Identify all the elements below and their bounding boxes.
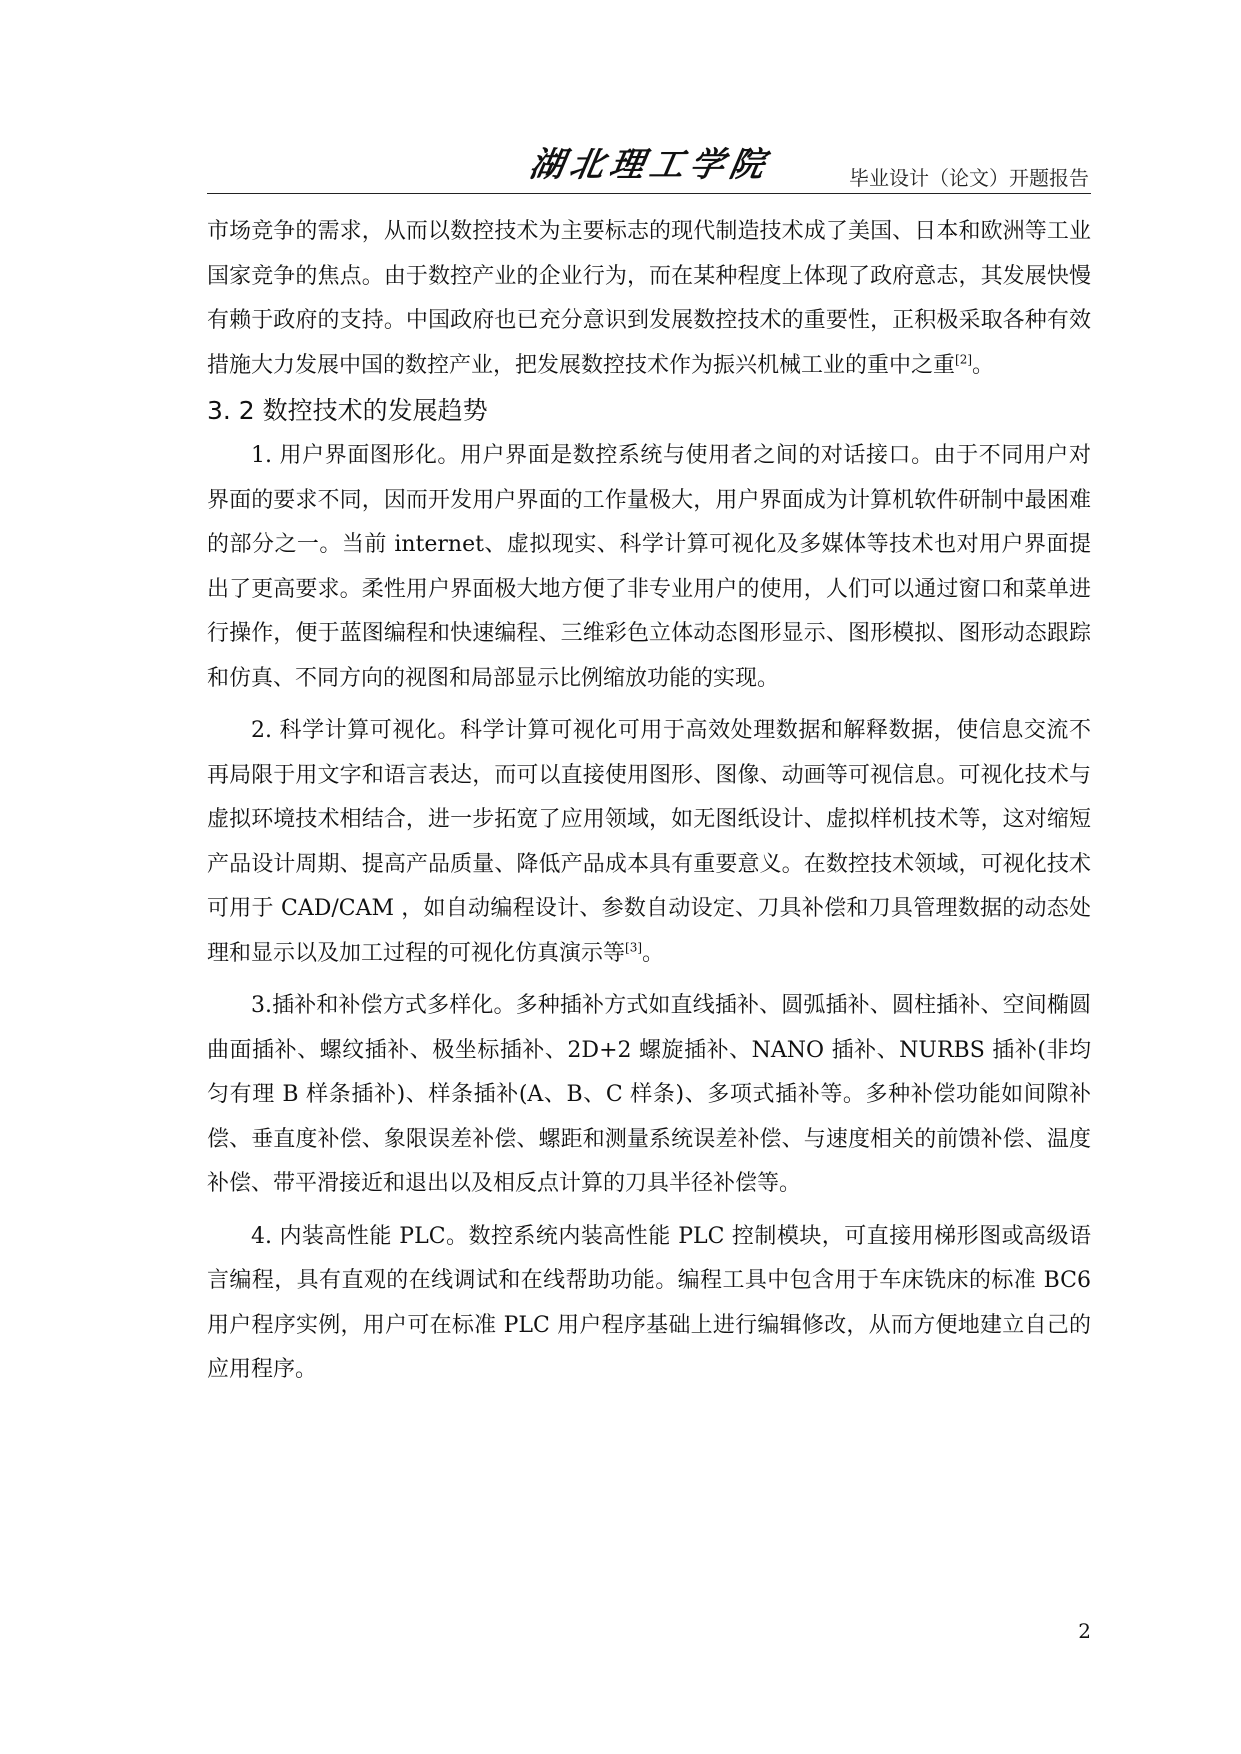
page-header — [207, 145, 1091, 194]
section-heading: 3. 2 数控技术的发展趋势 — [207, 396, 488, 425]
paragraph-ui-graphical: 1. 用户界面图形化。用户界面是数控系统与使用者之间的对话接口。由于不同用户对界面的要求不同，因而开发用户界面的工作量极大，用户界面成为计算机软件研制中最困难的部分之一。当前 internet、虚拟现实、科学计算可视化及多媒体等技术也对用户界面提出了更高要求。柔性用户界面极大地方便了非专业用户的使用，人们可以通过窗口和菜单进行操作，便于蓝图编程和快速编程、三维彩色立体动态图形显示、图形模拟、图形动态跟踪和仿真、不同方向的视图和局部显示比例缩放功能的实现。 — [207, 443, 1091, 691]
citation-2: [2] — [955, 352, 973, 367]
intro-paragraph — [207, 210, 1091, 388]
paragraph-plc: 4. 内装高性能 PLC。数控系统内装高性能 PLC 控制模块，可直接用梯形图或高级语言编程，具有直观的在线调试和在线帮助功能。编程工具中包含用于车床铣床的标准 BC6 用户程序实例，用户可在标准 PLC 用户程序基础上进行编辑修改，从而方便地建立自己的应用程序。 — [207, 1223, 1091, 1382]
school-logo: 湖北理工学院 — [526, 145, 774, 185]
body-content — [207, 210, 1091, 1393]
paragraph-visualization — [207, 709, 1091, 976]
intro-paragraph-ending: 。 — [972, 352, 995, 378]
citation-3: [3] — [625, 940, 643, 955]
intro-paragraph-text: 市场竞争的需求，从而以数控技术为主要标志的现代制造技术成了美国、日本和欧洲等工业国家竞争的焦点。由于数控产业的企业行为，而在某种程度上体现了政府意志，其发展快慢有赖于政府的支持。中国政府也已充分意识到发展数控技术的重要性，正积极采取各种有效措施大力发展中国的数控产业，把发展数控技术作为振兴机械工业的重中之重 — [207, 219, 1091, 378]
paragraph-visualization-text: 2. 科学计算可视化。科学计算可视化可用于高效处理数据和解释数据，使信息交流不再局限于用文字和语言表达，而可以直接使用图形、图像、动画等可视信息。可视化技术与虚拟环境技术相结合，进一步拓宽了应用领域，如无图纸设计、虚拟样机技术等，这对缩短产品设计周期、提高产品质量、降低产品成本具有重要意义。在数控技术领域，可视化技术可用于 CAD/CAM ，如自动编程设计、参数自动设定、刀具补偿和刀具管理数据的动态处理和显示以及加工过程的可视化仿真演示等 — [207, 718, 1091, 966]
paragraph-interpolation: 3.插补和补偿方式多样化。多种插补方式如直线插补、圆弧插补、圆柱插补、空间椭圆曲面插补、螺纹插补、极坐标插补、2D+2 螺旋插补、NANO 插补、NURBS 插补(非均匀有理 B 样条插补)、样条插补(A、B、C 样条)、多项式插补等。多种补偿功能如间隙补偿、垂直度补偿、象限误差补偿、螺距和测量系统误差补偿、与速度相关的前馈补偿、温度补偿、带平滑接近和退出以及相反点计算的刀具半径补偿等。 — [207, 993, 1091, 1196]
page-number: 2 — [1078, 1619, 1091, 1643]
paragraph-visualization-ending: 。 — [642, 940, 665, 966]
document-type-label: 毕业设计（论文）开题报告 — [849, 166, 1089, 190]
